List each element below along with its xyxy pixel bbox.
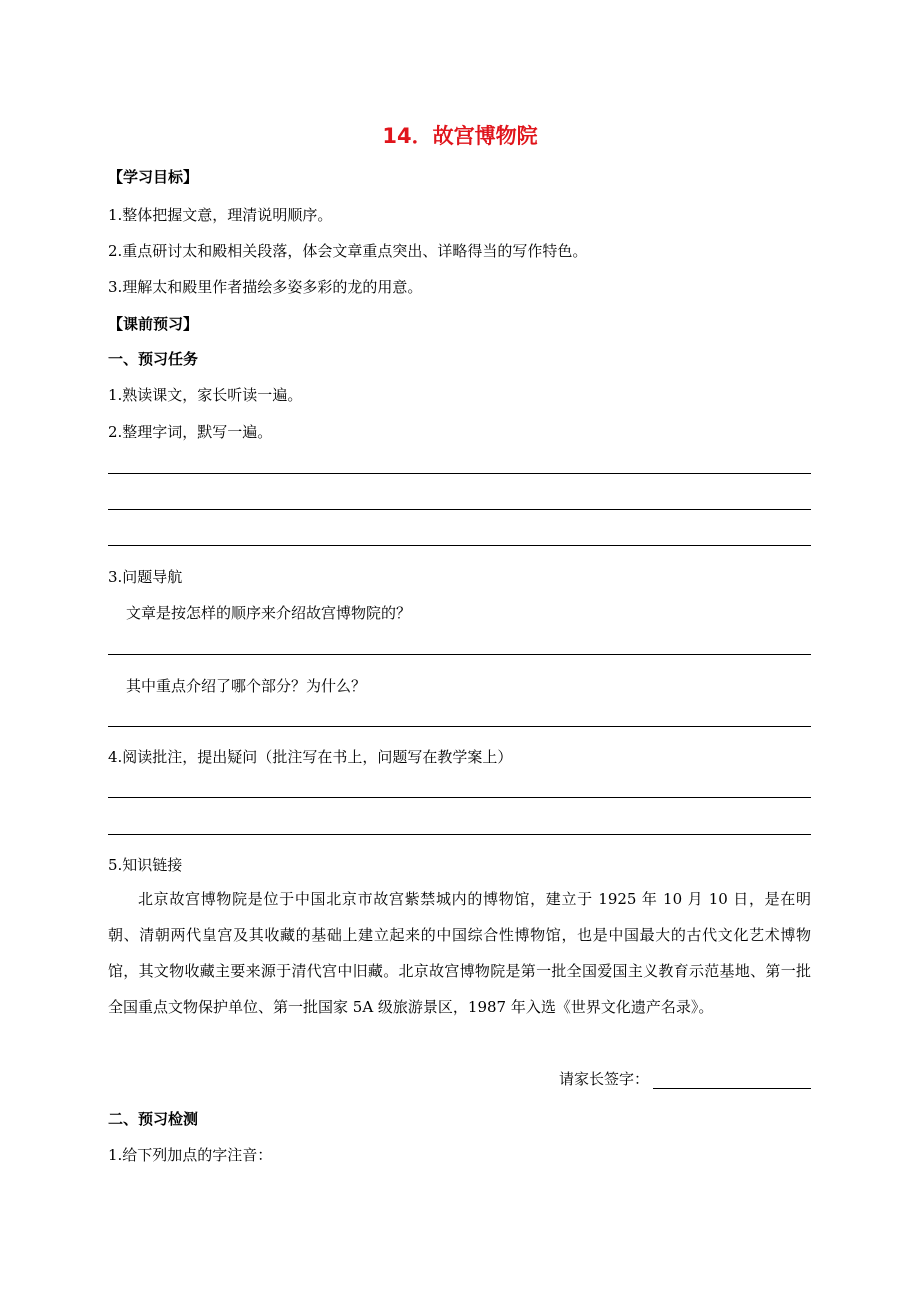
answer-line[interactable] bbox=[108, 834, 811, 835]
answer-line[interactable] bbox=[108, 726, 811, 727]
task-item-5: 5.知识链接 bbox=[108, 856, 183, 874]
check-item-1: 1.给下列加点的字注音： bbox=[108, 1146, 273, 1164]
answer-line[interactable] bbox=[108, 473, 811, 474]
section-1-heading: 一、预习任务 bbox=[108, 350, 199, 368]
task-item-1: 1.熟读课文，家长听读一遍。 bbox=[108, 386, 303, 404]
objective-item-2: 2.重点研讨太和殿相关段落，体会文章重点突出、详略得当的写作特色。 bbox=[108, 242, 588, 260]
task-item-4: 4.阅读批注，提出疑问（批注写在书上，问题写在教学案上） bbox=[108, 748, 513, 766]
parent-signature bbox=[559, 1068, 811, 1089]
objectives-heading: 【学习目标】 bbox=[108, 168, 199, 186]
section-2-heading: 二、预习检测 bbox=[108, 1110, 199, 1128]
knowledge-paragraph: 北京故宫博物院是位于中国北京市故宫紫禁城内的博物馆，建立于 1925 年 10 月 10 日，是在明朝、清朝两代皇宫及其收藏的基础上建立起来的中国综合性博物馆，也是中国最大的古代文化艺术博物馆，其文物收藏主要来源于清代宫中旧藏。北京故宫博物院是第一批全国爱国主义教育示范基地、第一批全国重点文物保护单位、第一批国家 5A 级旅游景区，1987 年入选《世界文化遗产名录》。 bbox=[108, 890, 811, 1016]
signature-label: 请家长签字： bbox=[558, 1070, 649, 1088]
answer-line[interactable] bbox=[108, 797, 811, 798]
question-1: 文章是按怎样的顺序来介绍故宫博物院的？ bbox=[126, 604, 412, 622]
task-item-3: 3.问题导航 bbox=[108, 568, 183, 586]
objective-item-1: 1.整体把握文意，理清说明顺序。 bbox=[108, 206, 333, 224]
signature-field[interactable] bbox=[653, 1072, 811, 1089]
answer-line[interactable] bbox=[108, 545, 811, 546]
objective-item-3: 3.理解太和殿里作者描绘多姿多彩的龙的用意。 bbox=[108, 278, 423, 296]
page-title: 14．故宫博物院 bbox=[382, 124, 538, 148]
question-2: 其中重点介绍了哪个部分？为什么？ bbox=[126, 677, 367, 695]
task-item-2: 2.整理字词，默写一遍。 bbox=[108, 423, 273, 441]
answer-line[interactable] bbox=[108, 654, 811, 655]
answer-line[interactable] bbox=[108, 509, 811, 510]
preview-heading: 【课前预习】 bbox=[108, 315, 199, 333]
